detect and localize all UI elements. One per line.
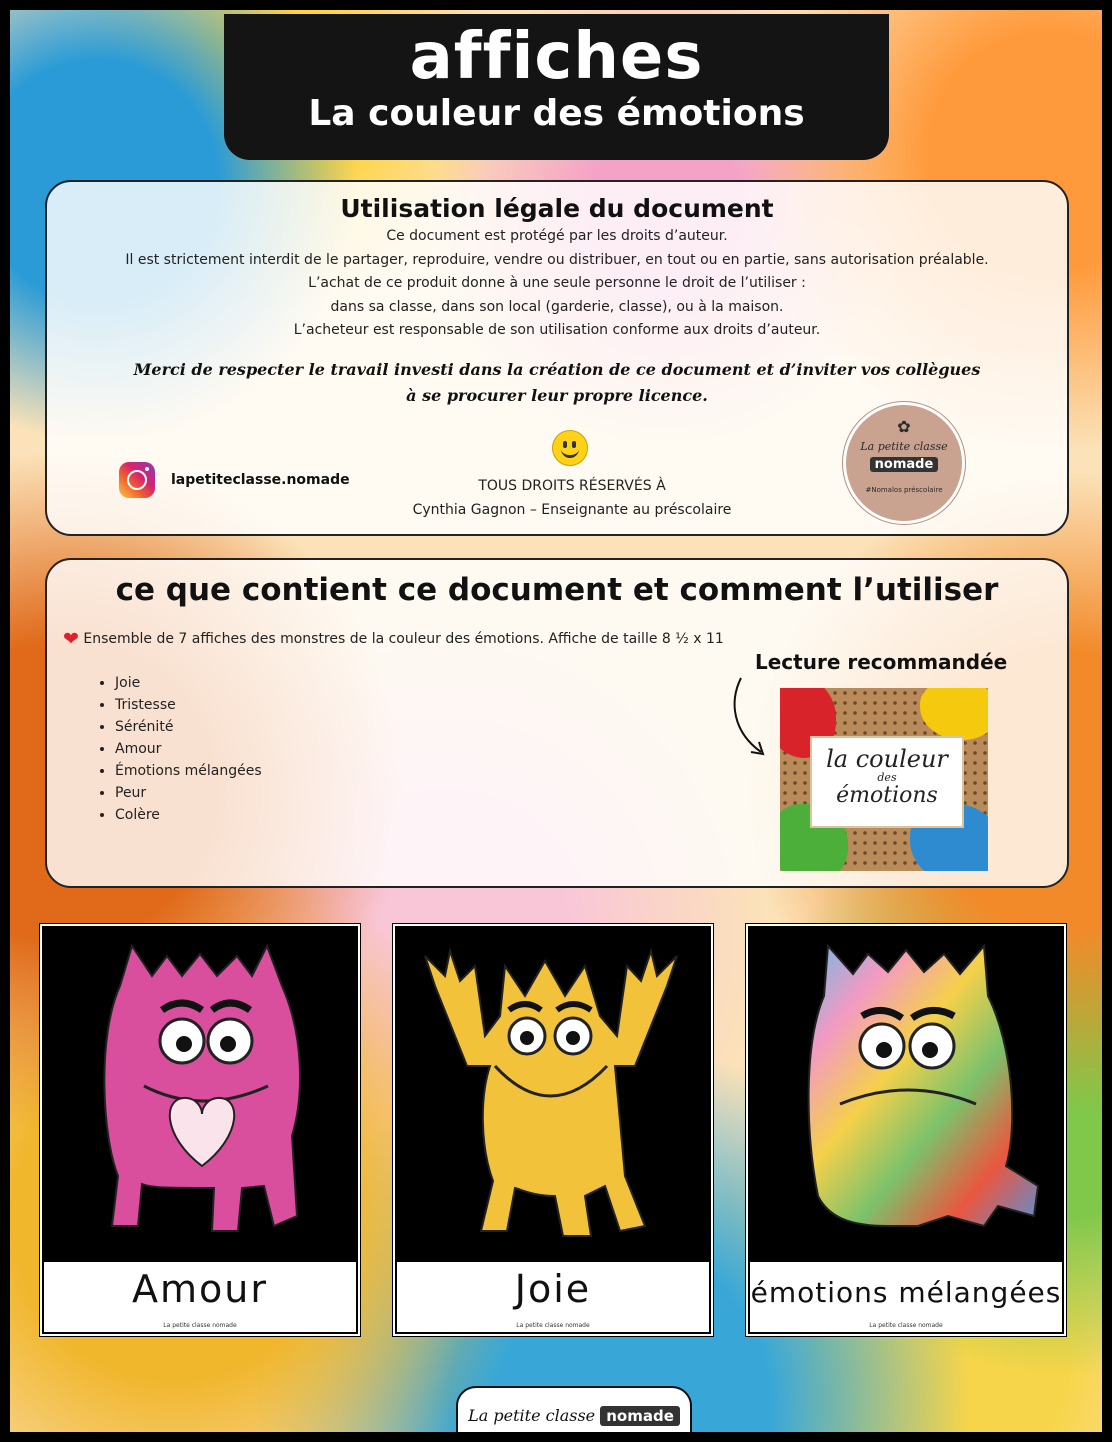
contents-panel	[45, 558, 1069, 888]
list-item: • Amour	[115, 738, 262, 760]
poster-card-joie	[393, 924, 713, 1336]
list-item: • Émotions mélangées	[115, 760, 262, 782]
contents-title: ce que contient ce document et comment l’utiliser	[115, 572, 999, 608]
recommended-reading-label: Lecture recommandée	[755, 650, 1008, 674]
curved-arrow-icon	[727, 672, 777, 762]
emotions-list	[97, 672, 262, 826]
flower-icon: ✿	[897, 417, 911, 436]
page-title: affiches	[409, 20, 704, 94]
thanks-line-2: à se procurer leur propre licence.	[406, 385, 708, 405]
legal-line: Ce document est protégé par les droits d’auteur.	[386, 228, 728, 244]
pink-monster-illustration	[42, 926, 358, 1256]
smiley-icon	[552, 430, 588, 466]
list-item: • Colère	[115, 804, 262, 826]
list-item: • Tristesse	[115, 694, 262, 716]
legal-panel	[45, 180, 1069, 536]
rights-author: Cynthia Gagnon – Enseignante au préscolaire	[412, 502, 732, 518]
footer-brand: La petite classe nomade	[456, 1386, 692, 1442]
poster-card-emotions-melangees	[746, 924, 1066, 1336]
yellow-monster-illustration	[395, 926, 711, 1256]
legal-line: dans sa classe, dans son local (garderie, classe), ou à la maison.	[330, 298, 784, 315]
legal-text	[47, 225, 1067, 343]
title-banner	[224, 14, 889, 160]
legal-line: L’acheteur est responsable de son utilisation conforme aux droits d’auteur.	[293, 322, 821, 338]
heart-icon: ❤	[63, 628, 79, 650]
page-subtitle: La couleur des émotions	[308, 93, 805, 134]
card-label: Amour La petite classe nomade	[44, 1262, 356, 1332]
poster-card-amour	[40, 924, 360, 1336]
legal-line: L’achat de ce produit donne à une seule personne le droit de l’utiliser :	[308, 275, 806, 291]
instagram-handle: lapetiteclasse.nomade	[171, 472, 350, 488]
book-cover	[780, 688, 988, 871]
legal-title: Utilisation légale du document	[340, 194, 774, 223]
list-item: • Peur	[115, 782, 262, 804]
card-label: Joie La petite classe nomade	[397, 1262, 709, 1332]
list-item: • Sérénité	[115, 716, 262, 738]
brand-logo: ✿ La petite classe nomade #Nomalos préscolaire	[843, 402, 965, 524]
thanks-text	[47, 357, 1067, 409]
book-title-frame: la couleur des émotions	[810, 736, 964, 828]
instagram-icon	[119, 462, 155, 498]
rights-reserved: TOUS DROITS RÉSERVÉS À	[478, 478, 666, 494]
multicolor-monster-illustration	[748, 926, 1064, 1256]
legal-line: Il est strictement interdit de le partager, reproduire, vendre ou distribuer, en tout ou en partie, sans autorisation préalable.	[125, 251, 989, 268]
list-item: • Joie	[115, 672, 262, 694]
thanks-line-1: Merci de respecter le travail investi dans la création de ce document et d’inviter vos collègues	[133, 359, 981, 379]
ensemble-text: ❤ Ensemble de 7 affiches des monstres de la couleur des émotions. Affiche de taille 8 ½ x 11	[63, 628, 724, 650]
card-label: émotions mélangées La petite classe nomade	[750, 1262, 1062, 1332]
